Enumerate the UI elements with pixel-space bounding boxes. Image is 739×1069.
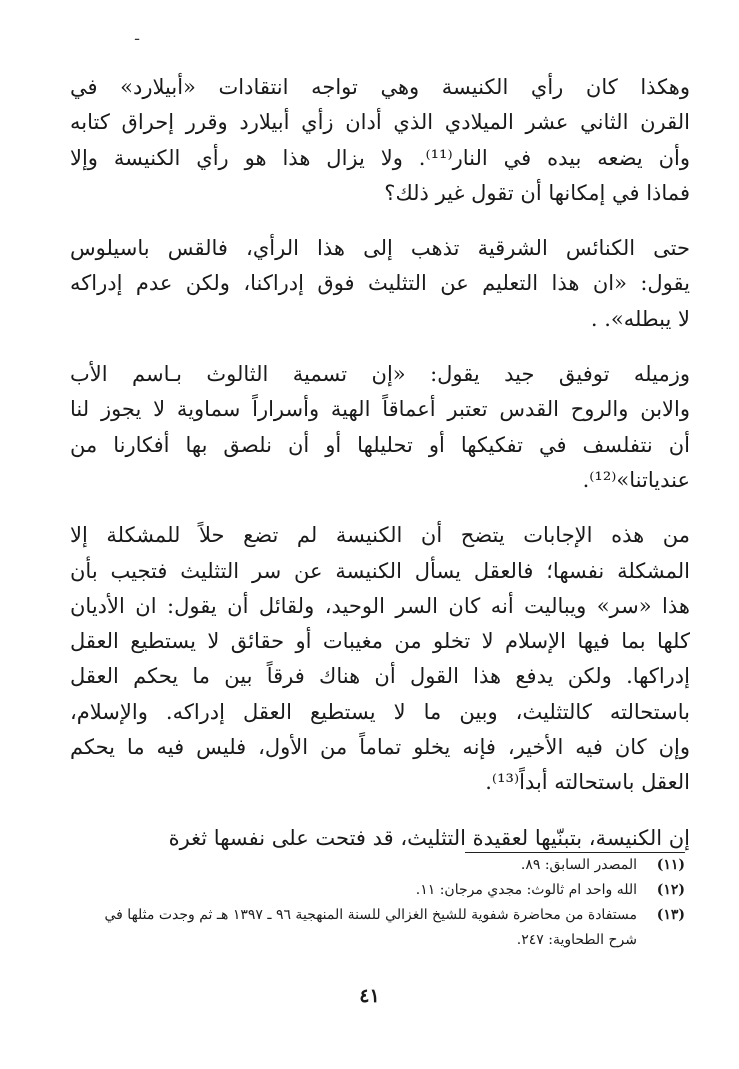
text-line: أن نتفلسف في تفكيكها أو تحليلها أو أن نلصق بها أفكارنا من [70, 432, 690, 457]
footnote [95, 903, 685, 953]
footnote-text: الله واحد ام ثالوث: مجدي مرجان: ١١. [415, 882, 637, 898]
text-line: إن الكنيسة، بتبنّيها لعقيدة التثليث، قد فتحت على نفسها ثغرة [168, 825, 690, 850]
page-number: ٤١ [359, 985, 380, 1007]
text-line: من هذه الإجابات يتضح أن الكنيسة لم تضع حلاً للمشكلة إلا [70, 523, 690, 548]
text-line: لا يبطله». . [590, 306, 690, 331]
paragraph [70, 231, 690, 337]
footnote-text: المصدر السابق: ٨٩. [520, 857, 637, 873]
text-line: هذا «سر» ويباليت أنه كان السر الوحيد، ولقائل أن يقول: ان الأديان [70, 593, 690, 618]
text-line: فماذا في إمكانها أن تقول غير ذلك؟ [384, 180, 690, 205]
text-line: إدراكها. ولكن يدفع هذا القول أن هناك فرقاً بين ما يحكم العقل [70, 664, 690, 689]
main-text [70, 70, 690, 876]
footnote-number: (١٣) [656, 907, 685, 923]
text-line: عندياتنا»⁽¹²⁾. [582, 467, 690, 492]
paragraph [70, 70, 690, 211]
paragraph [70, 821, 690, 856]
text-line: وزميله توفيق جيد يقول: «إن تسمية الثالوث بـاسم الأب [70, 362, 690, 387]
footnote-number: (١٢) [656, 882, 685, 898]
footnote-text: مستفادة من محاضرة شفوية للشيخ الغزالي للسنة المنهجية ٩٦ ـ ١٣٩٧ هـ ثم وجدت مثلها في شرح الطحاوية: ٢٤٧. [104, 907, 637, 948]
text-line: وأن يضعه بيده في النار⁽¹¹⁾. ولا يزال هذا هو رأي الكنيسة وإلا [70, 145, 691, 170]
corner-mark: ـ [135, 28, 140, 44]
text-line: والابن والروح القدس تعتبر أعماقاً الهية وأسراراً سماوية لا يجوز لنا [70, 397, 690, 422]
footnote [95, 878, 685, 903]
text-line: العقل باستحالته أبداً⁽¹³⁾. [485, 770, 690, 795]
text-line: يقول: «ان هذا التعليم عن التثليث فوق إدراكنا، ولكن عدم إدراكه [70, 271, 690, 296]
text-line: وهكذا كان رأي الكنيسة وهي تواجه انتقادات «أبيلارد» في [70, 75, 690, 99]
footnote [95, 853, 685, 878]
text-line: وإن كان فيه الأخير، فإنه يخلو تماماً من الأول، فليس فيه ما يحكم [70, 735, 690, 760]
text-line: كلها بما فيها الإسلام لا تخلو من مغيبات أو حقائق لا يستطيع العقل [70, 629, 690, 654]
footnote-number: (١١) [656, 857, 685, 873]
paragraph [70, 357, 690, 498]
text-line: حتى الكنائس الشرقية تذهب إلى هذا الرأي، فالقس باسيلوس [70, 236, 690, 261]
text-line: المشكلة نفسها؛ فالعقل يسأل الكنيسة عن سر التثليث فتجيب بأن [70, 558, 690, 583]
paragraph [70, 518, 690, 800]
text-line: باستحالته كالتثليث، وبين ما لا يستطيع العقل إدراكه. والإسلام، [70, 699, 690, 724]
text-line: القرن الثاني عشر الميلادي الذي أدان زأي أبيلارد وقرر إحراق كتابه [70, 110, 690, 135]
footnotes [95, 853, 685, 953]
